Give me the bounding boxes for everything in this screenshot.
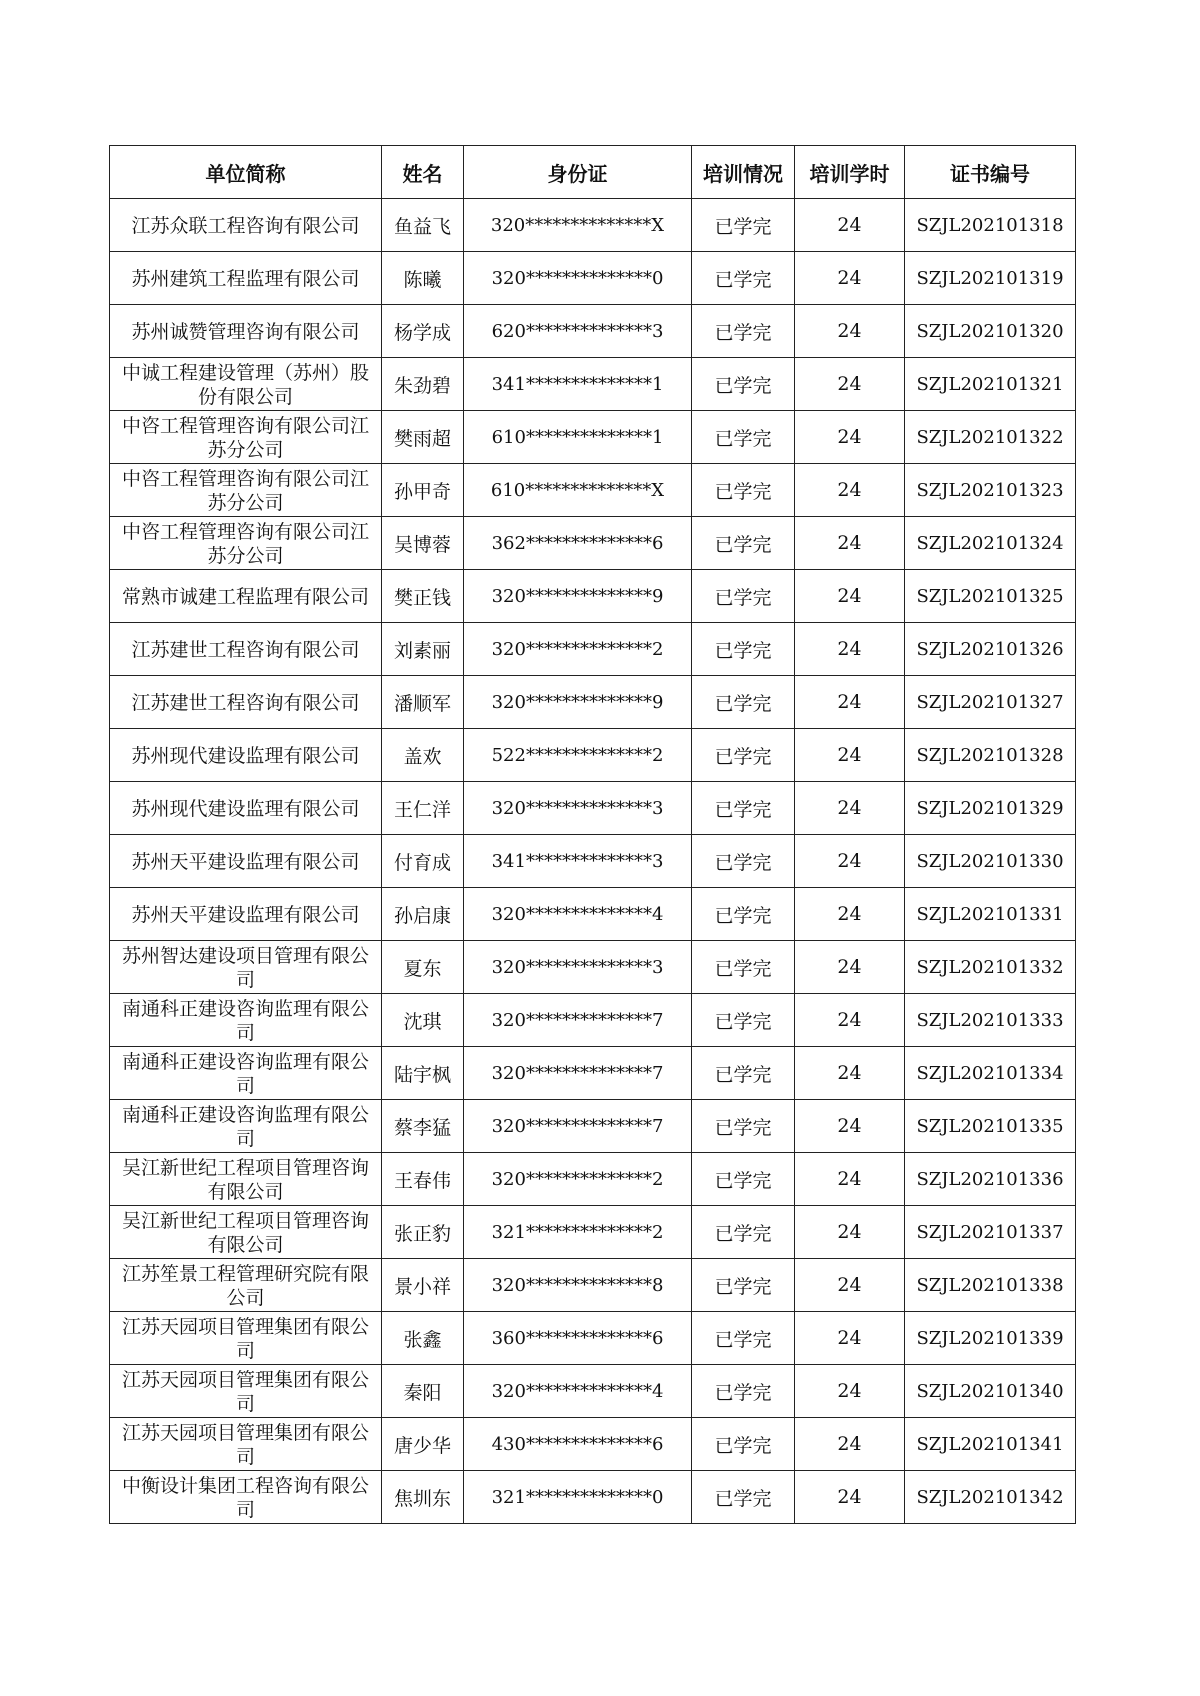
- cell-training-status: 已学完: [692, 570, 795, 623]
- cell-training-hours: 24: [795, 199, 905, 252]
- table-row: [110, 1100, 1076, 1153]
- cell-name: 盖欢: [382, 729, 464, 782]
- cell-id-card: 320**************X: [464, 199, 692, 252]
- table-row: [110, 1312, 1076, 1365]
- cell-id-card: 430**************6: [464, 1418, 692, 1471]
- cell-id-card: 320**************2: [464, 1153, 692, 1206]
- cell-unit: 中咨工程管理咨询有限公司江苏分公司: [110, 464, 382, 517]
- cell-name: 沈琪: [382, 994, 464, 1047]
- cell-id-card: 341**************3: [464, 835, 692, 888]
- table-row: [110, 623, 1076, 676]
- cell-id-card: 320**************7: [464, 994, 692, 1047]
- cell-name: 朱劲碧: [382, 358, 464, 411]
- cell-certificate-number: SZJL202101318: [905, 199, 1076, 252]
- cell-name: 焦圳东: [382, 1471, 464, 1524]
- cell-name: 夏东: [382, 941, 464, 994]
- cell-training-status: 已学完: [692, 835, 795, 888]
- cell-id-card: 320**************7: [464, 1100, 692, 1153]
- table-row: [110, 1471, 1076, 1524]
- header-training-hours: 培训学时: [795, 146, 905, 199]
- cell-name: 唐少华: [382, 1418, 464, 1471]
- table-header: [110, 146, 1076, 199]
- cell-name: 付育成: [382, 835, 464, 888]
- cell-certificate-number: SZJL202101326: [905, 623, 1076, 676]
- cell-training-status: 已学完: [692, 676, 795, 729]
- cell-name: 鱼益飞: [382, 199, 464, 252]
- cell-unit: 江苏建世工程咨询有限公司: [110, 676, 382, 729]
- cell-unit: 苏州现代建设监理有限公司: [110, 729, 382, 782]
- cell-unit: 苏州建筑工程监理有限公司: [110, 252, 382, 305]
- cell-training-status: 已学完: [692, 1047, 795, 1100]
- cell-id-card: 360**************6: [464, 1312, 692, 1365]
- table-body: [110, 199, 1076, 1524]
- cell-training-hours: 24: [795, 1365, 905, 1418]
- cell-name: 景小祥: [382, 1259, 464, 1312]
- training-record-table: [109, 145, 1076, 1524]
- header-id-card: 身份证: [464, 146, 692, 199]
- cell-training-hours: 24: [795, 994, 905, 1047]
- cell-unit: 江苏天园项目管理集团有限公司: [110, 1312, 382, 1365]
- cell-training-status: 已学完: [692, 1418, 795, 1471]
- cell-training-status: 已学完: [692, 1471, 795, 1524]
- cell-certificate-number: SZJL202101336: [905, 1153, 1076, 1206]
- table-row: [110, 358, 1076, 411]
- cell-name: 陈曦: [382, 252, 464, 305]
- cell-training-hours: 24: [795, 1312, 905, 1365]
- cell-training-status: 已学完: [692, 1365, 795, 1418]
- table-row: [110, 305, 1076, 358]
- cell-training-hours: 24: [795, 411, 905, 464]
- cell-certificate-number: SZJL202101341: [905, 1418, 1076, 1471]
- header-row: [110, 146, 1076, 199]
- table-row: [110, 676, 1076, 729]
- cell-training-status: 已学完: [692, 729, 795, 782]
- table-row: [110, 199, 1076, 252]
- cell-name: 张鑫: [382, 1312, 464, 1365]
- cell-training-status: 已学完: [692, 782, 795, 835]
- cell-training-hours: 24: [795, 1100, 905, 1153]
- cell-unit: 中咨工程管理咨询有限公司江苏分公司: [110, 517, 382, 570]
- cell-unit: 江苏笙景工程管理研究院有限公司: [110, 1259, 382, 1312]
- cell-name: 秦阳: [382, 1365, 464, 1418]
- cell-id-card: 341**************1: [464, 358, 692, 411]
- cell-training-status: 已学完: [692, 1153, 795, 1206]
- cell-training-status: 已学完: [692, 517, 795, 570]
- cell-training-status: 已学完: [692, 411, 795, 464]
- cell-training-status: 已学完: [692, 358, 795, 411]
- cell-name: 樊正钱: [382, 570, 464, 623]
- cell-id-card: 321**************2: [464, 1206, 692, 1259]
- cell-certificate-number: SZJL202101339: [905, 1312, 1076, 1365]
- cell-certificate-number: SZJL202101335: [905, 1100, 1076, 1153]
- cell-training-status: 已学完: [692, 1206, 795, 1259]
- cell-certificate-number: SZJL202101327: [905, 676, 1076, 729]
- cell-unit: 苏州现代建设监理有限公司: [110, 782, 382, 835]
- cell-name: 王春伟: [382, 1153, 464, 1206]
- cell-unit: 中诚工程建设管理（苏州）股份有限公司: [110, 358, 382, 411]
- cell-certificate-number: SZJL202101328: [905, 729, 1076, 782]
- cell-training-status: 已学完: [692, 305, 795, 358]
- cell-id-card: 362**************6: [464, 517, 692, 570]
- cell-name: 陆宇枫: [382, 1047, 464, 1100]
- cell-training-status: 已学完: [692, 1100, 795, 1153]
- cell-id-card: 320**************3: [464, 782, 692, 835]
- cell-certificate-number: SZJL202101319: [905, 252, 1076, 305]
- cell-id-card: 320**************9: [464, 570, 692, 623]
- cell-unit: 江苏天园项目管理集团有限公司: [110, 1418, 382, 1471]
- cell-certificate-number: SZJL202101330: [905, 835, 1076, 888]
- table-row: [110, 1259, 1076, 1312]
- cell-training-status: 已学完: [692, 1259, 795, 1312]
- header-unit: 单位简称: [110, 146, 382, 199]
- cell-training-status: 已学完: [692, 994, 795, 1047]
- table-row: [110, 517, 1076, 570]
- cell-training-hours: 24: [795, 1206, 905, 1259]
- cell-unit: 吴江新世纪工程项目管理咨询有限公司: [110, 1153, 382, 1206]
- cell-certificate-number: SZJL202101323: [905, 464, 1076, 517]
- cell-certificate-number: SZJL202101342: [905, 1471, 1076, 1524]
- cell-training-status: 已学完: [692, 199, 795, 252]
- cell-name: 孙启康: [382, 888, 464, 941]
- table-row: [110, 994, 1076, 1047]
- table-row: [110, 411, 1076, 464]
- cell-training-hours: 24: [795, 729, 905, 782]
- cell-certificate-number: SZJL202101322: [905, 411, 1076, 464]
- cell-id-card: 620**************3: [464, 305, 692, 358]
- cell-unit: 苏州天平建设监理有限公司: [110, 835, 382, 888]
- cell-training-hours: 24: [795, 570, 905, 623]
- cell-training-status: 已学完: [692, 941, 795, 994]
- cell-name: 潘顺军: [382, 676, 464, 729]
- cell-training-hours: 24: [795, 305, 905, 358]
- cell-name: 杨学成: [382, 305, 464, 358]
- cell-id-card: 320**************4: [464, 1365, 692, 1418]
- cell-training-status: 已学完: [692, 1312, 795, 1365]
- cell-training-hours: 24: [795, 623, 905, 676]
- cell-id-card: 320**************9: [464, 676, 692, 729]
- cell-id-card: 610**************1: [464, 411, 692, 464]
- table-row: [110, 1418, 1076, 1471]
- cell-certificate-number: SZJL202101320: [905, 305, 1076, 358]
- cell-certificate-number: SZJL202101333: [905, 994, 1076, 1047]
- cell-name: 吴博蓉: [382, 517, 464, 570]
- cell-certificate-number: SZJL202101340: [905, 1365, 1076, 1418]
- cell-id-card: 320**************3: [464, 941, 692, 994]
- cell-training-status: 已学完: [692, 888, 795, 941]
- cell-unit: 苏州天平建设监理有限公司: [110, 888, 382, 941]
- cell-id-card: 522**************2: [464, 729, 692, 782]
- cell-training-hours: 24: [795, 1418, 905, 1471]
- cell-id-card: 320**************8: [464, 1259, 692, 1312]
- header-certificate-number: 证书编号: [905, 146, 1076, 199]
- cell-name: 蔡李猛: [382, 1100, 464, 1153]
- cell-training-hours: 24: [795, 1471, 905, 1524]
- cell-training-hours: 24: [795, 464, 905, 517]
- cell-certificate-number: SZJL202101338: [905, 1259, 1076, 1312]
- cell-unit: 中衡设计集团工程咨询有限公司: [110, 1471, 382, 1524]
- cell-training-hours: 24: [795, 941, 905, 994]
- cell-unit: 吴江新世纪工程项目管理咨询有限公司: [110, 1206, 382, 1259]
- cell-unit: 苏州智达建设项目管理有限公司: [110, 941, 382, 994]
- table-row: [110, 729, 1076, 782]
- cell-id-card: 610**************X: [464, 464, 692, 517]
- cell-training-status: 已学完: [692, 464, 795, 517]
- cell-unit: 南通科正建设咨询监理有限公司: [110, 994, 382, 1047]
- cell-unit: 江苏众联工程咨询有限公司: [110, 199, 382, 252]
- table-row: [110, 1153, 1076, 1206]
- cell-training-hours: 24: [795, 517, 905, 570]
- cell-name: 樊雨超: [382, 411, 464, 464]
- cell-training-hours: 24: [795, 1047, 905, 1100]
- cell-training-status: 已学完: [692, 252, 795, 305]
- cell-id-card: 320**************7: [464, 1047, 692, 1100]
- table-row: [110, 1365, 1076, 1418]
- cell-training-hours: 24: [795, 1259, 905, 1312]
- header-training-status: 培训情况: [692, 146, 795, 199]
- cell-id-card: 320**************2: [464, 623, 692, 676]
- cell-unit: 苏州诚赞管理咨询有限公司: [110, 305, 382, 358]
- cell-training-hours: 24: [795, 676, 905, 729]
- cell-certificate-number: SZJL202101325: [905, 570, 1076, 623]
- cell-training-hours: 24: [795, 782, 905, 835]
- table-row: [110, 570, 1076, 623]
- cell-id-card: 320**************0: [464, 252, 692, 305]
- cell-certificate-number: SZJL202101321: [905, 358, 1076, 411]
- table-row: [110, 782, 1076, 835]
- cell-unit: 南通科正建设咨询监理有限公司: [110, 1047, 382, 1100]
- cell-certificate-number: SZJL202101324: [905, 517, 1076, 570]
- cell-unit: 江苏建世工程咨询有限公司: [110, 623, 382, 676]
- cell-training-hours: 24: [795, 835, 905, 888]
- cell-certificate-number: SZJL202101329: [905, 782, 1076, 835]
- table-row: [110, 464, 1076, 517]
- cell-certificate-number: SZJL202101337: [905, 1206, 1076, 1259]
- table-row: [110, 941, 1076, 994]
- table-row: [110, 252, 1076, 305]
- cell-id-card: 320**************4: [464, 888, 692, 941]
- cell-unit: 常熟市诚建工程监理有限公司: [110, 570, 382, 623]
- cell-name: 刘素丽: [382, 623, 464, 676]
- table-row: [110, 1047, 1076, 1100]
- cell-training-hours: 24: [795, 888, 905, 941]
- table-row: [110, 835, 1076, 888]
- cell-unit: 中咨工程管理咨询有限公司江苏分公司: [110, 411, 382, 464]
- table-row: [110, 888, 1076, 941]
- cell-name: 孙甲奇: [382, 464, 464, 517]
- header-name: 姓名: [382, 146, 464, 199]
- cell-certificate-number: SZJL202101331: [905, 888, 1076, 941]
- cell-name: 张正豹: [382, 1206, 464, 1259]
- cell-certificate-number: SZJL202101334: [905, 1047, 1076, 1100]
- cell-id-card: 321**************0: [464, 1471, 692, 1524]
- cell-name: 王仁洋: [382, 782, 464, 835]
- cell-training-hours: 24: [795, 1153, 905, 1206]
- cell-training-hours: 24: [795, 252, 905, 305]
- cell-unit: 南通科正建设咨询监理有限公司: [110, 1100, 382, 1153]
- table-row: [110, 1206, 1076, 1259]
- cell-certificate-number: SZJL202101332: [905, 941, 1076, 994]
- cell-training-status: 已学完: [692, 623, 795, 676]
- cell-training-hours: 24: [795, 358, 905, 411]
- cell-unit: 江苏天园项目管理集团有限公司: [110, 1365, 382, 1418]
